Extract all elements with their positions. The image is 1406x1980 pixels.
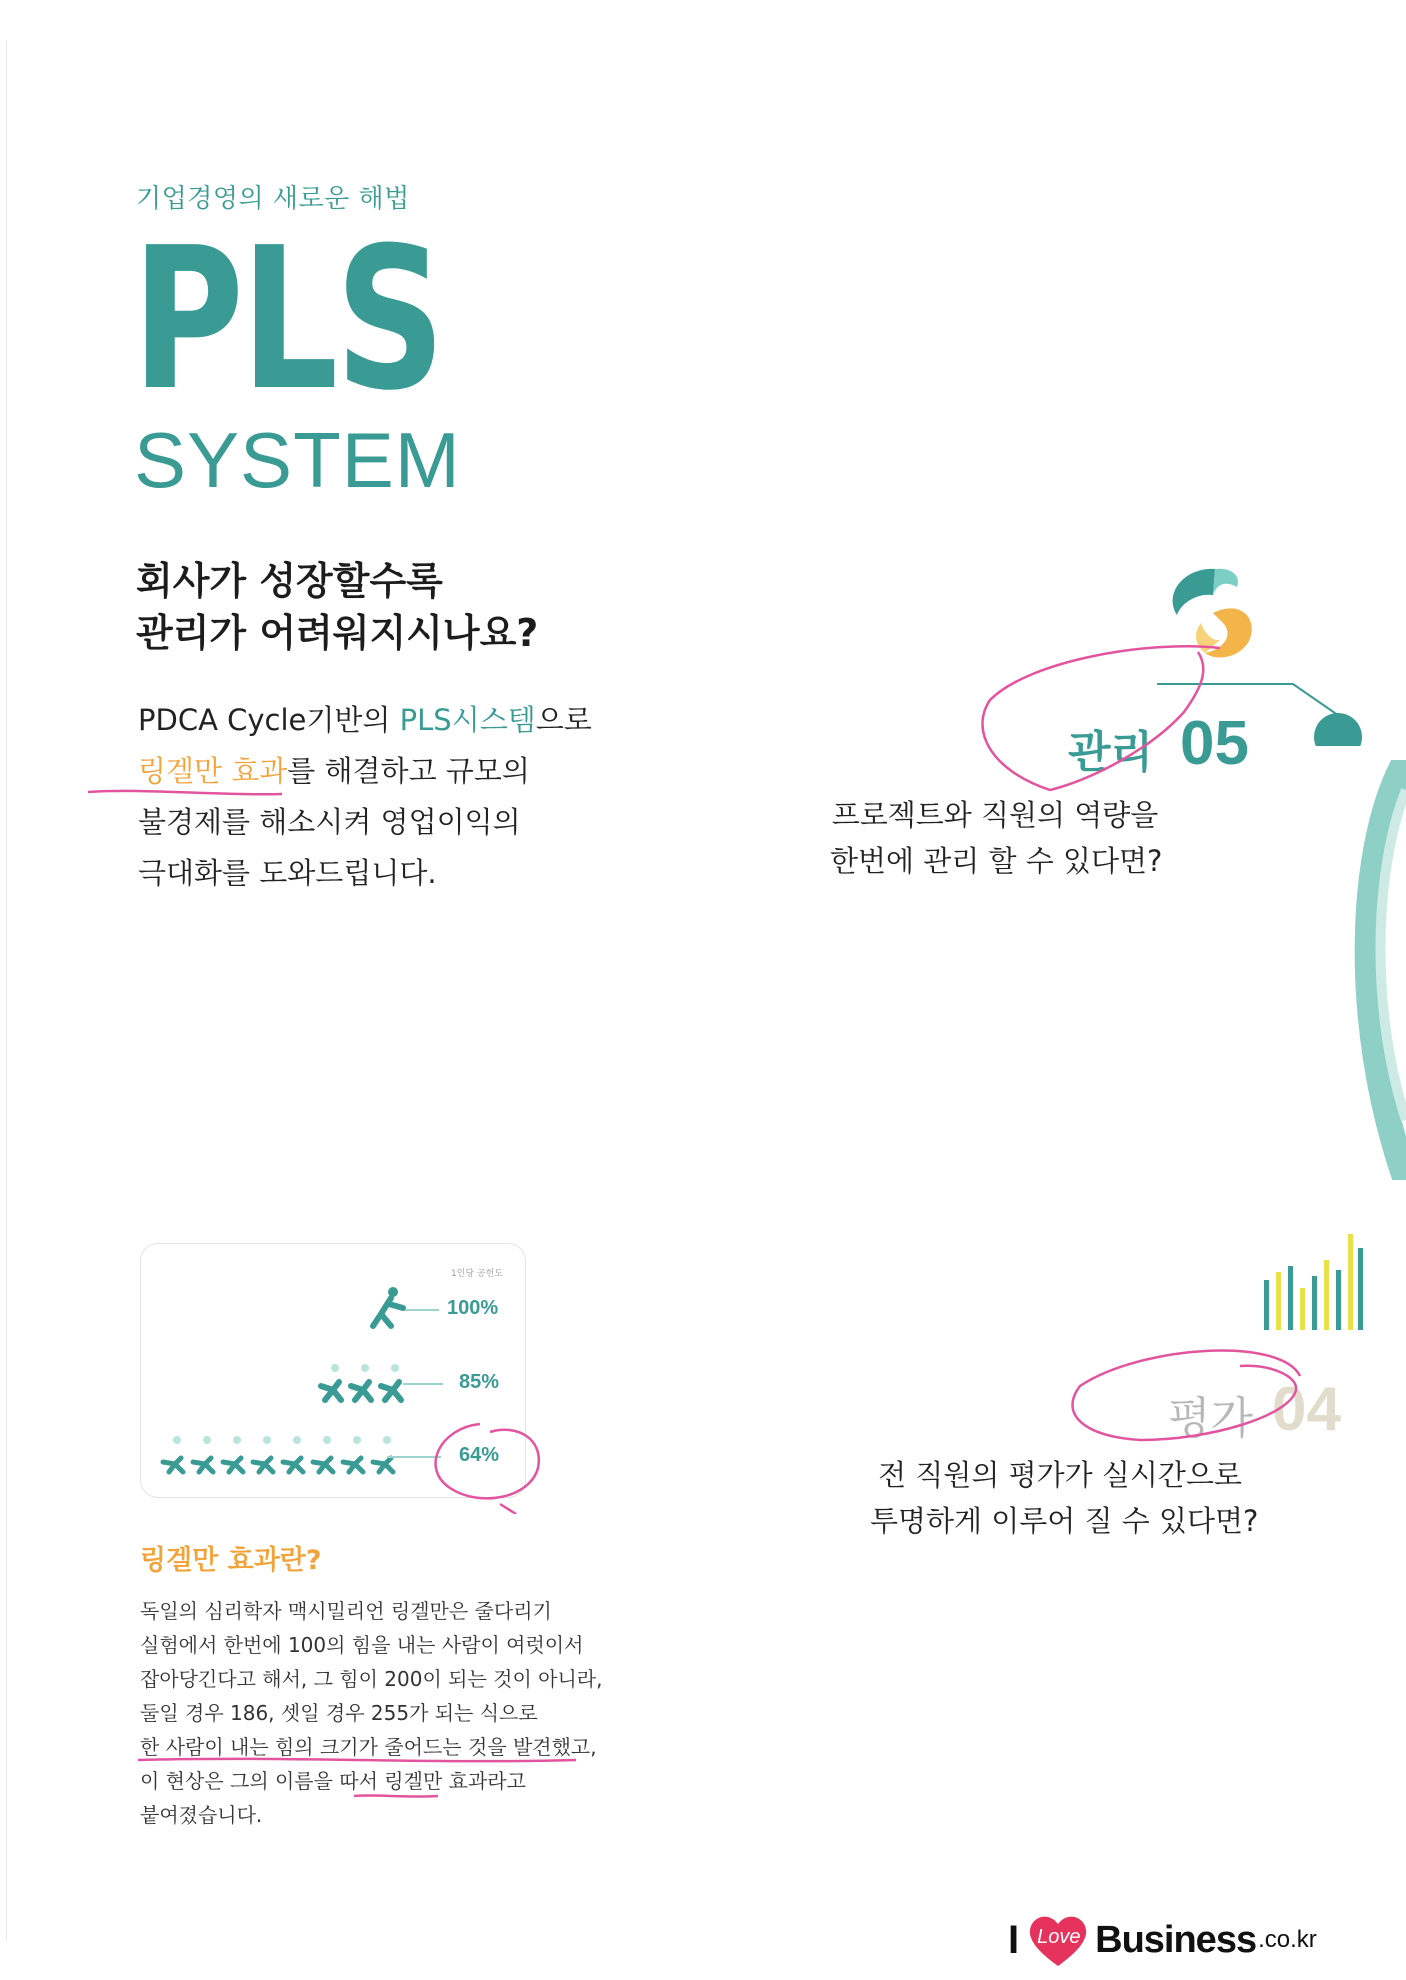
page-edge-line xyxy=(6,40,7,1940)
pink-circle-annotation-64 xyxy=(420,1418,550,1514)
headline-line-2: 관리가 어려워지시나요? xyxy=(136,611,539,655)
intro-line-1 xyxy=(138,695,592,746)
section-05-line-2: 한번에 관리 할 수 있다면? xyxy=(830,844,1163,878)
intro-line-3: 불경제를 해소시켜 영업이익의 xyxy=(138,805,521,839)
section-04-line-2: 투명하게 이루어 질 수 있다면? xyxy=(870,1504,1259,1538)
infographic-caption: 1인당 공헌도 xyxy=(450,1269,503,1279)
article-line: 붙여졌습니다. xyxy=(140,1803,263,1827)
article-line: 둘일 경우 186, 셋일 경우 255가 되는 식으로 xyxy=(140,1701,538,1725)
section-04-line-1: 전 직원의 평가가 실시간으로 xyxy=(878,1458,1242,1492)
intro-text: 으로 xyxy=(535,703,592,737)
article-line: 잡아당긴다고 해서, 그 힘이 200이 되는 것이 아니라, xyxy=(140,1667,603,1691)
article-line: 이 현상은 그의 이름을 따서 링겔만 효과라고 xyxy=(140,1769,526,1793)
logo-i: I xyxy=(1008,1917,1020,1962)
section-05-number: 05 xyxy=(1180,709,1249,778)
kicker-text: 기업경영의 새로운 해법 xyxy=(136,184,410,214)
pink-underline-annotation xyxy=(86,784,286,804)
article-line: 독일의 심리학자 맥시밀리언 링겔만은 줄다리기 xyxy=(140,1599,552,1623)
headline xyxy=(136,555,538,659)
rope-line-row-2 xyxy=(403,1383,443,1385)
intro-line-4: 극대화를 도와드립니다. xyxy=(138,856,437,890)
article-line: 실험에서 한번에 100의 힘을 내는 사람이 여럿이서 xyxy=(140,1633,584,1657)
logo-business: Business xyxy=(1095,1918,1257,1961)
teal-swoosh-decoration xyxy=(1340,760,1406,1180)
logo-domain: .co.kr xyxy=(1258,1926,1317,1953)
main-subtitle: SYSTEM xyxy=(134,416,461,504)
pink-underline-annotation-article xyxy=(136,1754,580,1814)
section-04-label: 평가 xyxy=(1168,1393,1254,1444)
percent-row-1: 100% xyxy=(447,1297,499,1319)
pls-system-highlight: PLS시스템 xyxy=(399,703,536,737)
section-05-description xyxy=(830,792,1163,884)
pink-circle-annotation-04 xyxy=(1060,1336,1310,1456)
intro-text: PDCA Cycle기반의 xyxy=(138,703,400,737)
rope-line-row-1 xyxy=(405,1309,439,1311)
percent-row-3: 64% xyxy=(459,1444,500,1466)
ringelmann-highlight: 링겔만 효과 xyxy=(138,754,288,788)
puller-figures-row-1 xyxy=(369,1286,409,1332)
section-04-description xyxy=(870,1452,1259,1544)
bar-chart-icon xyxy=(1262,1230,1366,1332)
pink-circle-annotation-05 xyxy=(970,640,1230,800)
main-title: PLS xyxy=(132,206,443,434)
puller-figures-row-3 xyxy=(159,1434,409,1480)
article-line: 한 사람이 내는 힘의 크기가 줄어드는 것을 발견했고, xyxy=(140,1735,597,1759)
i-love-business-logo xyxy=(1008,1912,1317,1968)
logo-love: Love xyxy=(1037,1926,1081,1948)
section-05-label: 관리 xyxy=(1068,727,1154,778)
heart-icon xyxy=(1027,1912,1089,1968)
section-05-line-1: 프로젝트와 직원의 역량을 xyxy=(831,798,1159,832)
puller-figures-row-2 xyxy=(311,1362,415,1406)
headline-line-1: 회사가 성장할수록 xyxy=(136,559,443,603)
intro-text: 를 해결하고 규모의 xyxy=(287,754,530,788)
section-04-number: 04 xyxy=(1272,1375,1341,1444)
ringelmann-article-title: 링겔만 효과란? xyxy=(140,1545,322,1576)
percent-row-2: 85% xyxy=(459,1371,500,1393)
